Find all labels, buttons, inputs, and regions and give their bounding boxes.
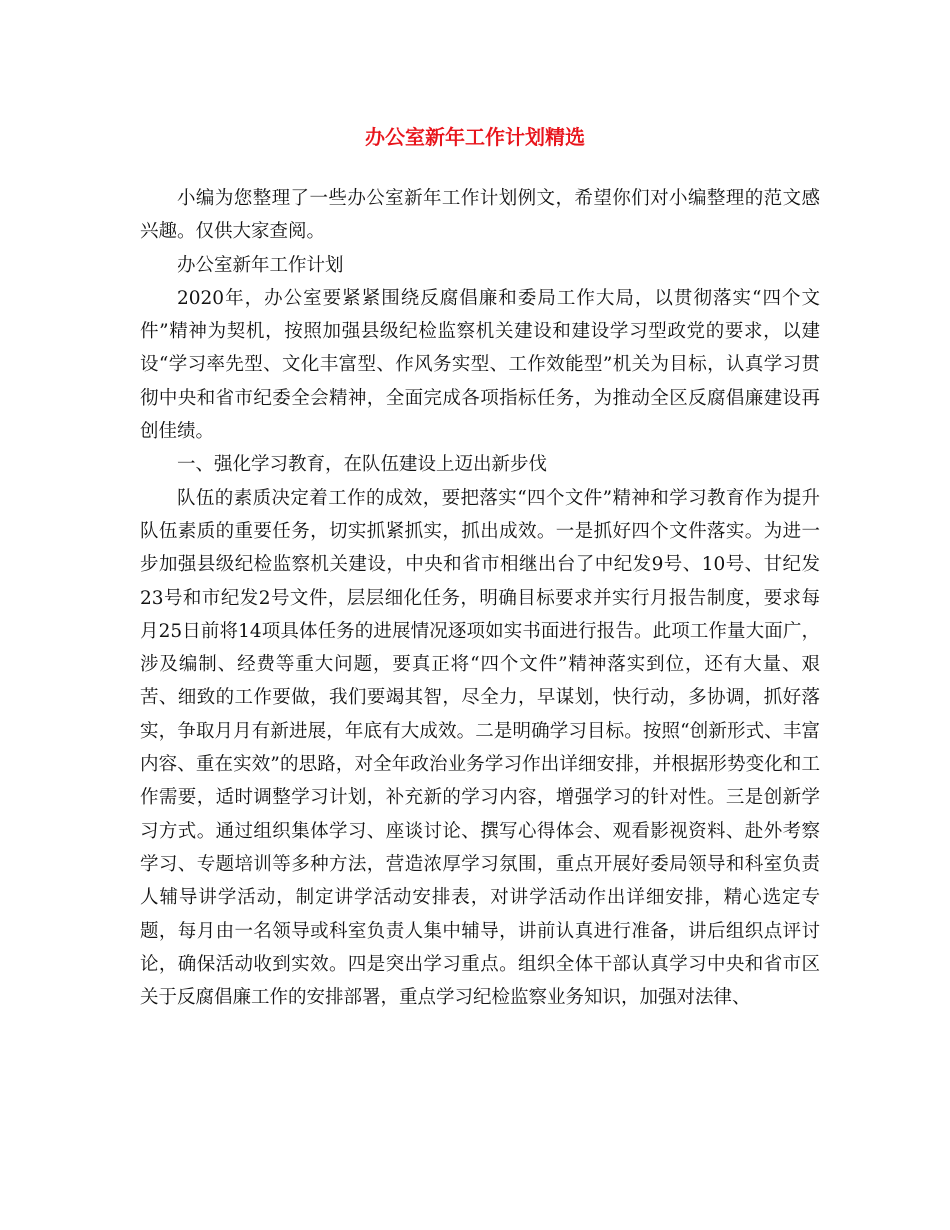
document-title: 办公室新年工作计划精选	[365, 125, 585, 149]
subsection-heading: 一、强化学习教育，在队伍建设上迈出新步伐	[177, 454, 548, 476]
section-heading: 办公室新年工作计划	[177, 254, 344, 276]
detail-paragraph: 队伍的素质决定着工作的成效，要把落实“四个文件”精神和学习教育作为提升队伍素质的重要任务，切实抓紧抓实，抓出成效。一是抓好四个文件落实。为进一步加强县级纪检监察机关建设，中央和省市相继出台了中纪发9号、10号、甘纪发23号和市纪发2号文件，层层细化任务，明确目标要求并实行月报告制度，要求每月25日前将14项具体任务的进展情况逐项如实书面进行报告。此项工作量大面广，涉及编制、经费等重大问题，要真正将“四个文件”精神落实到位，还有大量、艰苦、细致的工作要做，我们要竭其智，尽全力，早谋划，快行动，多协调，抓好落实，争取月月有新进展，年底有大成效。二是明确学习目标。按照“创新形式、丰富内容、重在实效”的思路，对全年政治业务学习作出详细安排，并根据形势变化和工作需要，适时调整学习计划，补充新的学习内容，增强学习的针对性。三是创新学习方式。通过组织集体学习、座谈讨论、撰写心得体会、观看影视资料、赴外考察学习、专题培训等多种方法，营造浓厚学习氛围，重点开展好委局领导和科室负责人辅导讲学活动，制定讲学活动安排表，对讲学活动作出详细安排，精心选定专题，每月由一名领导或科室负责人集中辅导，讲前认真进行准备，讲后组织点评讨论，确保活动收到实效。四是突出学习重点。组织全体干部认真学习中央和省市区关于反腐倡廉工作的安排部署，重点学习纪检监察业务知识，加强对法律、	[140, 487, 820, 1009]
intro-paragraph: 小编为您整理了一些办公室新年工作计划例文，希望你们对小编整理的范文感兴趣。仅供大家查阅。	[140, 188, 820, 243]
document-body	[140, 182, 820, 1014]
overview-paragraph: 2020年，办公室要紧紧围绕反腐倡廉和委局工作大局，以贯彻落实“四个文件”精神为契机，按照加强县级纪检监察机关建设和建设学习型政党的要求，以建设“学习率先型、文化丰富型、作风务实型、工作效能型”机关为目标，认真学习贯彻中央和省市纪委全会精神，全面完成各项指标任务，为推动全区反腐倡廉建设再创佳绩。	[140, 287, 820, 443]
